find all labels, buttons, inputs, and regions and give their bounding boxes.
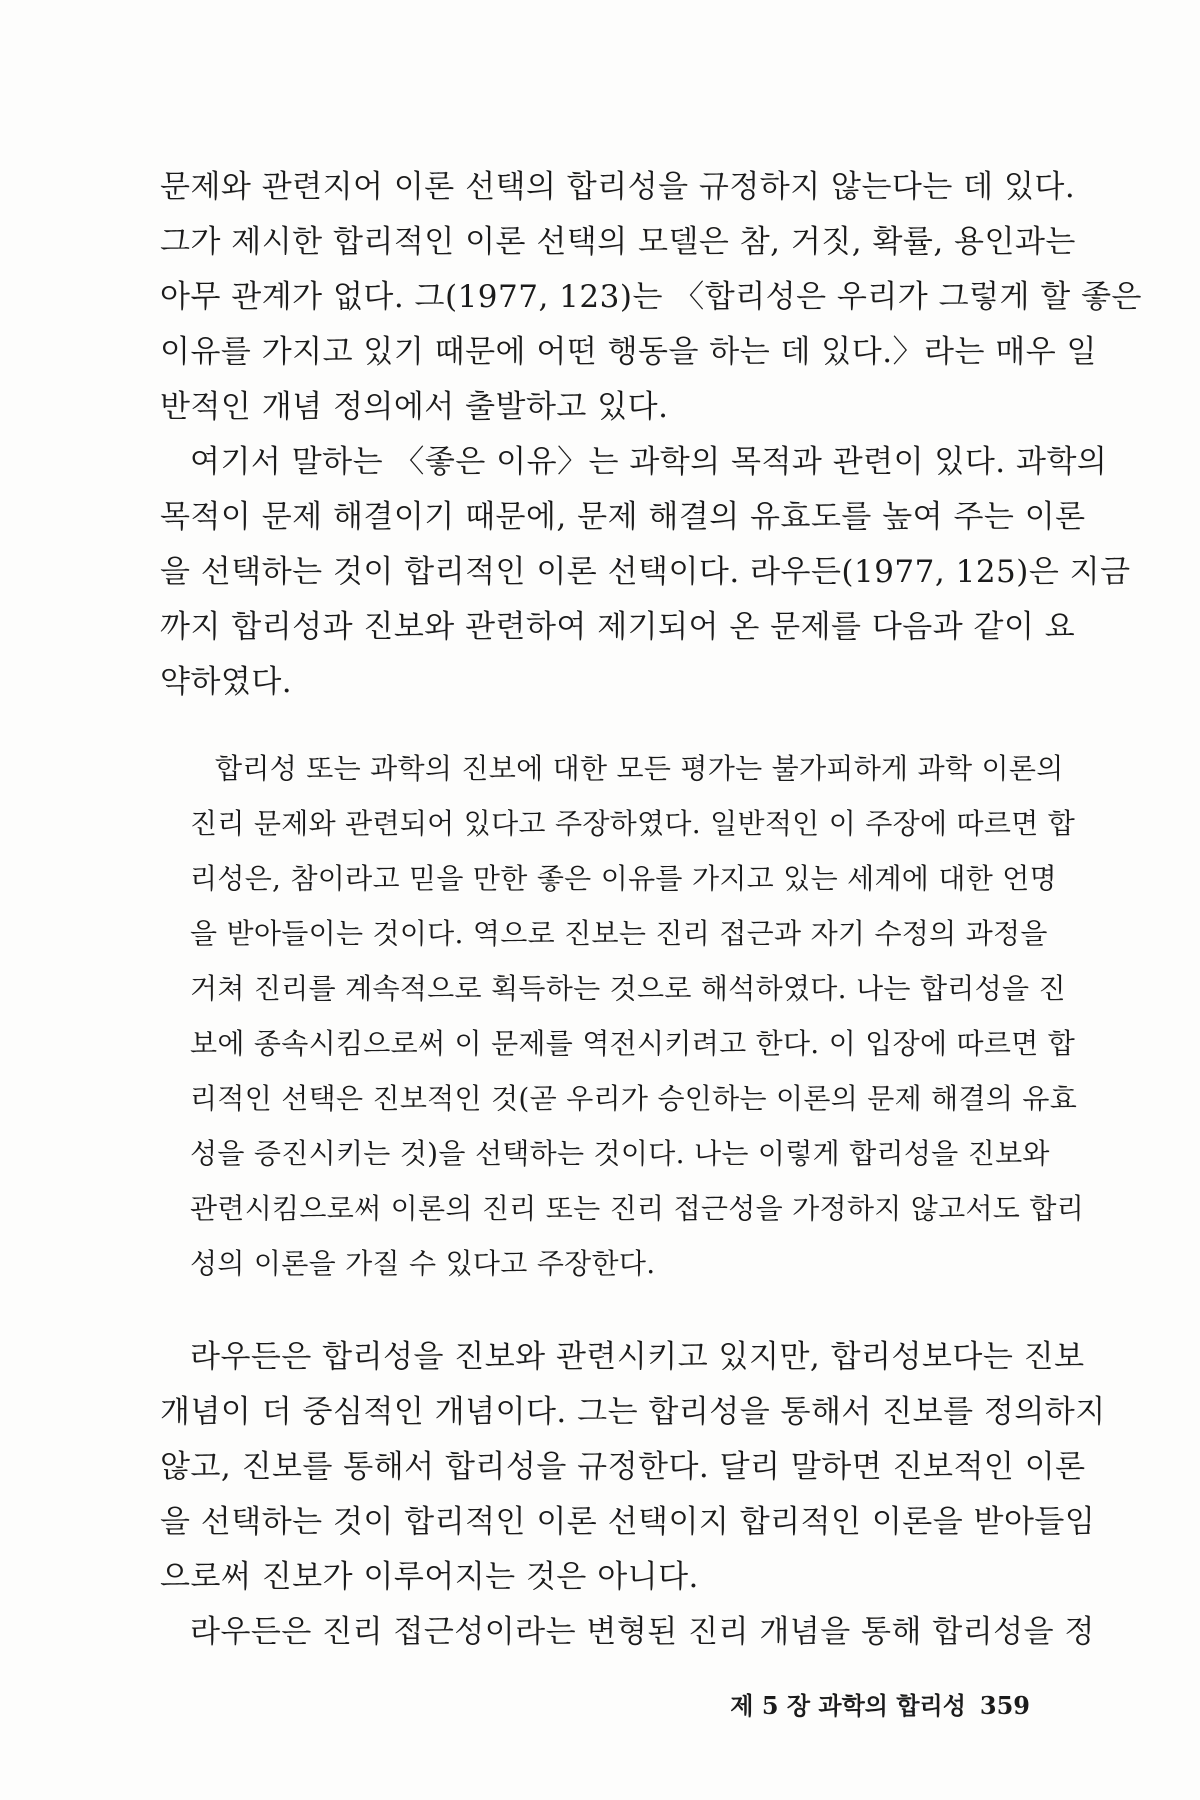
page-number: 359 xyxy=(979,1691,1030,1720)
paragraph-1-line-3: 아무 관계가 없다. 그(1977, 123)는 〈합리성은 우리가 그렇게 할 좋은 xyxy=(160,279,1142,315)
paragraph-2-line-3: 을 선택하는 것이 합리적인 이론 선택이다. 라우든(1977, 125)은 지금 xyxy=(160,554,1131,590)
paragraph-1-line-1: 문제와 관련지어 이론 선택의 합리성을 규정하지 않는다는 데 있다. xyxy=(160,169,1076,205)
quote-line-9: 관련시킴으로써 이론의 진리 또는 진리 접근성을 가정하지 않고서도 합리 xyxy=(190,1192,1085,1225)
paragraph-2-line-5: 약하였다. xyxy=(160,664,293,700)
paragraph-3-line-1: 라우든은 합리성을 진보와 관련시키고 있지만, 합리성보다는 진보 xyxy=(190,1339,1085,1375)
quote-line-1: 합리성 또는 과학의 진보에 대한 모든 평가는 불가피하게 과학 이론의 xyxy=(215,752,1064,785)
quote-line-4: 을 받아들이는 것이다. 역으로 진보는 진리 접근과 자기 수정의 과정을 xyxy=(190,917,1048,950)
quote-line-6: 보에 종속시킴으로써 이 문제를 역전시키려고 한다. 이 입장에 따르면 합 xyxy=(190,1027,1076,1060)
paragraph-3-line-2: 개념이 더 중심적인 개념이다. 그는 합리성을 통해서 진보를 정의하지 xyxy=(160,1394,1106,1430)
paragraph-2-line-2: 목적이 문제 해결이기 때문에, 문제 해결의 유효도를 높여 주는 이론 xyxy=(160,499,1086,535)
paragraph-1-line-4: 이유를 가지고 있기 때문에 어떤 행동을 하는 데 있다.〉라는 매우 일 xyxy=(160,334,1097,370)
quote-line-3: 리성은, 참이라고 믿을 만한 좋은 이유를 가지고 있는 세계에 대한 언명 xyxy=(190,862,1057,895)
page-footer xyxy=(700,1690,1030,1722)
chapter-title: 제 5 장 과학의 합리성 xyxy=(730,1691,966,1720)
paragraph-3-line-3: 않고, 진보를 통해서 합리성을 규정한다. 달리 말하면 진보적인 이론 xyxy=(160,1449,1086,1485)
paragraph-3-line-4: 을 선택하는 것이 합리적인 이론 선택이지 합리적인 이론을 받아들임 xyxy=(160,1504,1096,1540)
quote-line-7: 리적인 선택은 진보적인 것(곧 우리가 승인하는 이론의 문제 해결의 유효 xyxy=(190,1082,1078,1115)
quote-line-8: 성을 증진시키는 것)을 선택하는 것이다. 나는 이렇게 합리성을 진보와 xyxy=(190,1137,1050,1170)
paragraph-2-line-1: 여기서 말하는 〈좋은 이유〉는 과학의 목적과 관련이 있다. 과학의 xyxy=(190,444,1108,480)
paragraph-4-line-1: 라우든은 진리 접근성이라는 변형된 진리 개념을 통해 합리성을 정 xyxy=(190,1614,1095,1650)
quote-line-2: 진리 문제와 관련되어 있다고 주장하였다. 일반적인 이 주장에 따르면 합 xyxy=(190,807,1076,840)
paragraph-1-line-2: 그가 제시한 합리적인 이론 선택의 모델은 참, 거짓, 확률, 용인과는 xyxy=(160,224,1076,260)
quote-line-5: 거쳐 진리를 계속적으로 획득하는 것으로 해석하였다. 나는 합리성을 진 xyxy=(190,972,1066,1005)
paragraph-1-line-5: 반적인 개념 정의에서 출발하고 있다. xyxy=(160,389,669,425)
quote-line-10: 성의 이론을 가질 수 있다고 주장한다. xyxy=(190,1247,656,1280)
paragraph-2-line-4: 까지 합리성과 진보와 관련하여 제기되어 온 문제를 다음과 같이 요 xyxy=(160,609,1076,645)
paragraph-3-line-5: 으로써 진보가 이루어지는 것은 아니다. xyxy=(160,1559,699,1595)
